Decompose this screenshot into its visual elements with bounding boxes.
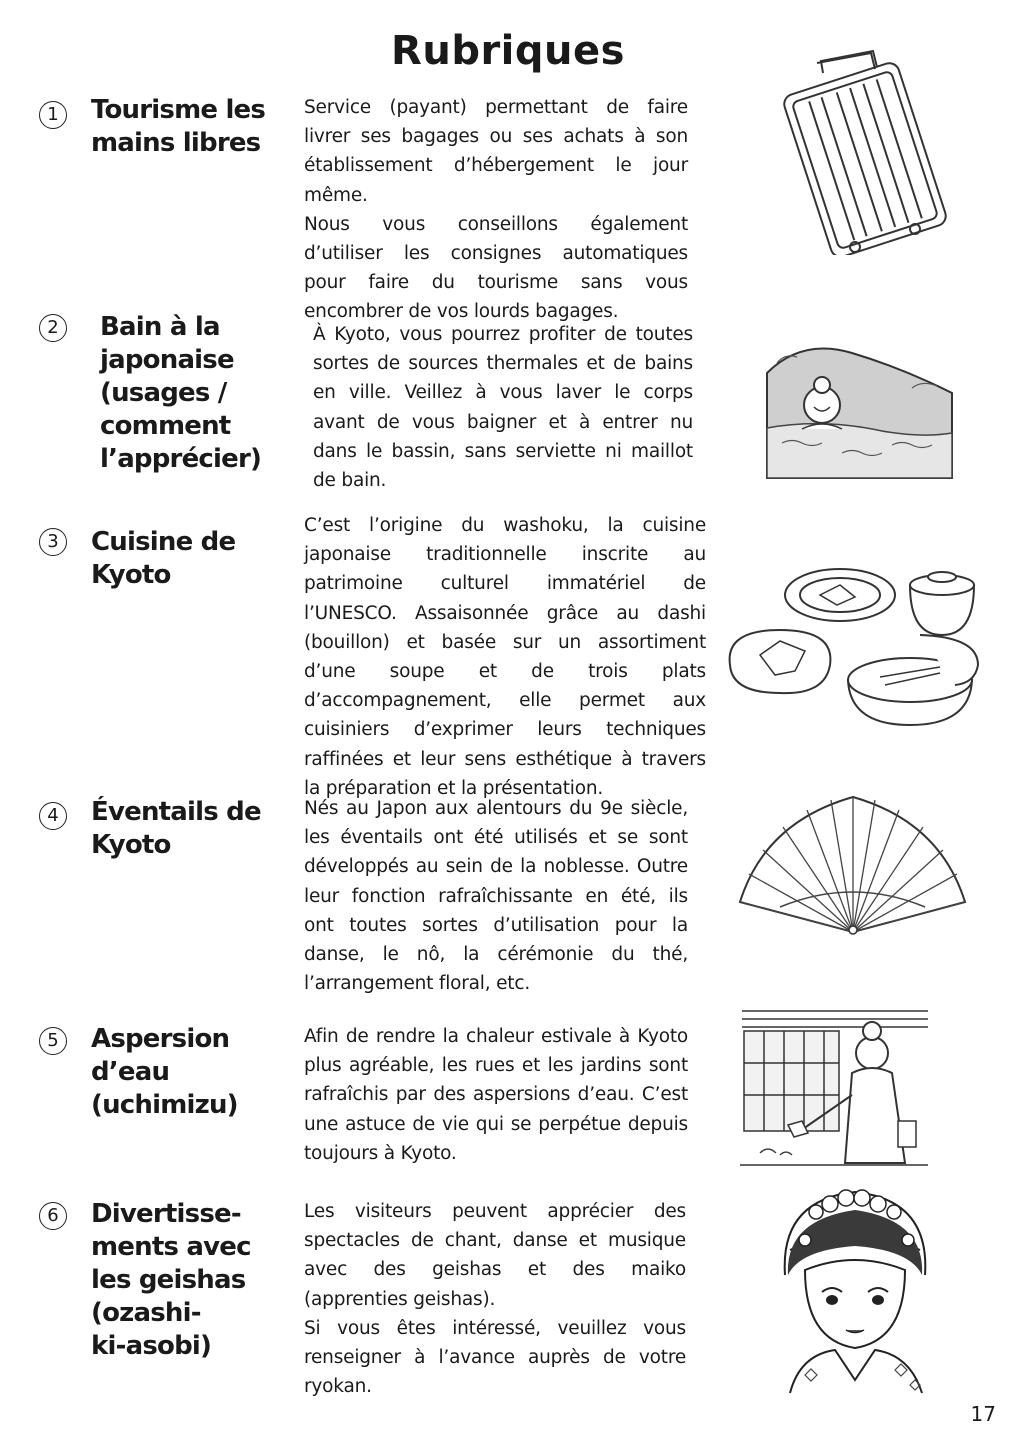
section-body [313,320,693,495]
section-heading: Éventails de Kyoto [91,797,261,860]
section-paragraph: Nous vous conseillons également d’utiliser les consignes automatiques pour faire du tourisme sans vous encombrer de vos lourds bagages. [304,213,688,323]
section-number: 1 [39,101,67,129]
section-number: 6 [39,1202,67,1230]
folding-fan-icon [735,792,970,942]
section-paragraph: Les visiteurs peuvent apprécier des spectacles de chant, danse et musique avec des geishas et des maiko (apprenties geishas). [304,1201,686,1310]
section-paragraph: À Kyoto, vous pourrez profiter de toutes sortes de sources thermales et de bains en ville. Veillez à vous laver le corps avant de vous baigner et à entrer nu dans le bassin, sans serviette ni maillot de bain. [313,324,693,492]
page-number: 17 [970,1402,996,1426]
section-heading: Divertisse- ments avec les geishas (ozashi- ki-asobi) [91,1199,251,1361]
section-paragraph: Si vous êtes intéressé, veuillez vous renseigner à l’avance auprès de votre ryokan. [304,1317,686,1398]
section-number: 5 [39,1027,67,1055]
section-paragraph: Nés au Japon aux alentours du 9e siècle, les éventails ont été utilisés et se sont développés au sein de la noblesse. Outre leur fonction rafraîchissante en été, ils ont toutes sortes d’utilisation pour la danse, le nô, la cérémonie du thé, l’arrangement floral, etc. [304,798,688,995]
section-body [304,794,688,998]
section-heading: Bain à la japonaise (usages / comment l’apprécier) [100,312,262,474]
page-title: Rubriques [391,28,625,74]
section-paragraph: Service (payant) permettant de faire livrer ses bagages ou ses achats à son établissement d’hébergement le jour même. [304,97,688,206]
section-paragraph: C’est l’origine du washoku, la cuisine japonaise traditionnelle inscrite au patrimoine culturel immatériel de l’UNESCO. Assaisonnée grâce au dashi (bouillon) et basée sur un assortiment d’une soupe et de trois plats d’accompagnement, elle permet aux cuisiniers d’exprimer leurs techniques raffinées et leur sens esthétique à travers la préparation et la présentation. [304,515,706,799]
section-body [304,511,706,803]
section-number: 3 [39,528,67,556]
suitcase-icon [775,45,955,255]
section-heading: Tourisme les mains libres [91,95,266,158]
maiko-portrait-icon [760,1180,950,1395]
section-body [304,93,688,327]
section-paragraph: Afin de rendre la chaleur estivale à Kyoto plus agréable, les rues et les jardins sont rafraîchis par des aspersions d’eau. C’est une astuce de vie qui se perpétue depuis toujours à Kyoto. [304,1026,688,1164]
section-body [304,1197,686,1401]
section-body [304,1022,688,1168]
section-number: 4 [39,802,67,830]
section-heading: Aspersion d’eau (uchimizu) [91,1024,238,1120]
uchimizu-water-sprinkling-icon [740,1003,930,1171]
kyoto-cuisine-dishes-icon [720,565,985,730]
section-heading: Cuisine de Kyoto [91,527,236,590]
section-number: 2 [39,314,67,342]
hot-spring-bath-icon [762,333,957,483]
